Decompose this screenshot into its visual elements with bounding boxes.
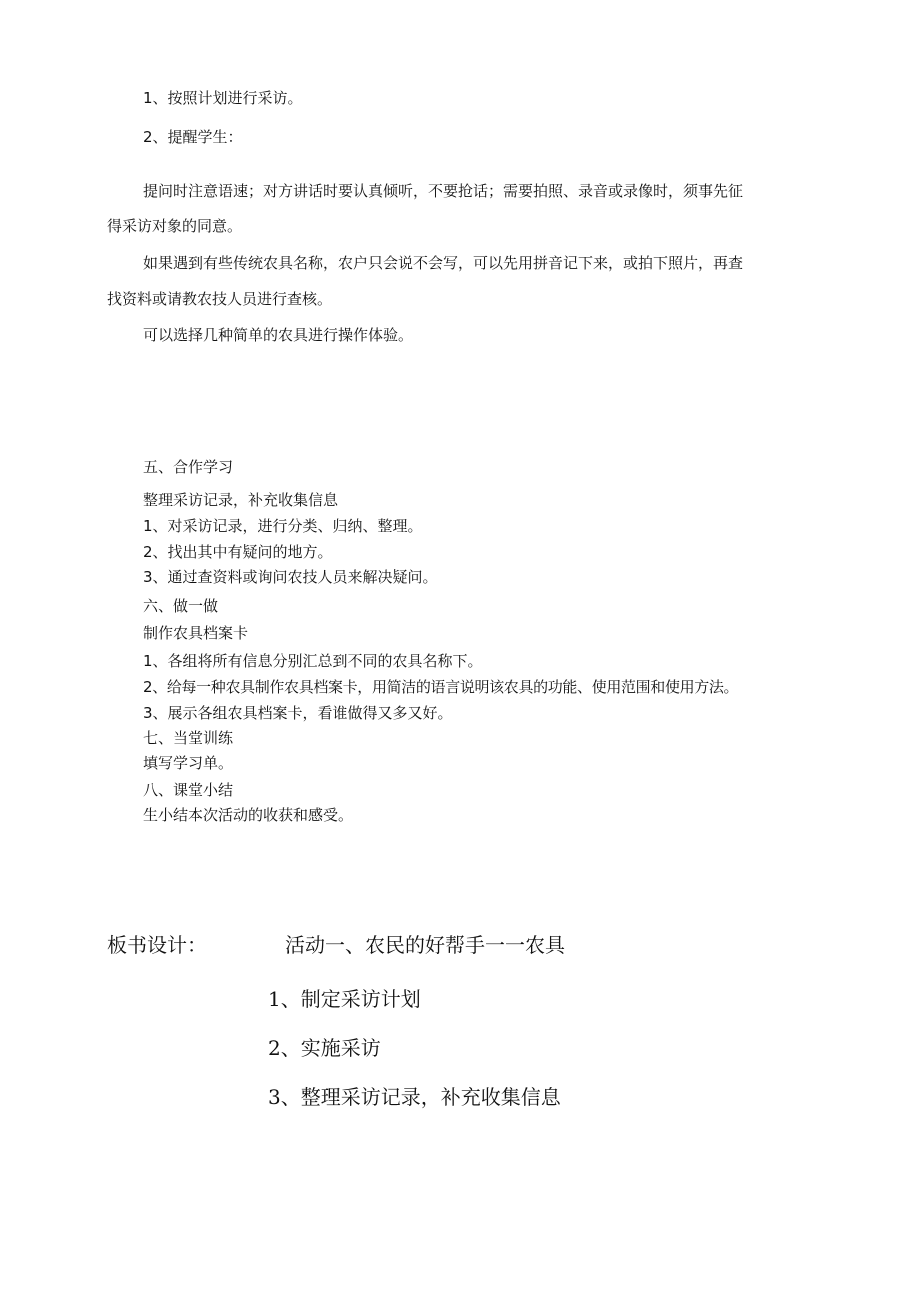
section-5-item: 3、通过查资料或询问农技人员来解决疑问。	[143, 568, 438, 586]
board-item: 3、整理采访记录，补充收集信息	[268, 1085, 561, 1109]
board-item: 1、制定采访计划	[268, 987, 421, 1011]
paragraph-2-line-2: 找资料或请教农技人员进行查核。	[107, 290, 333, 308]
section-7-heading: 七、当堂训练	[143, 729, 234, 747]
section-6-subheading: 制作农具档案卡	[143, 624, 249, 642]
paragraph-1-line-1: 提问时注意语速；对方讲话时要认真倾听，不要抢话；需要拍照、录音或录像时，须事先征	[143, 182, 744, 200]
board-item: 2、实施采访	[268, 1036, 381, 1060]
section-6-item: 3、展示各组农具档案卡，看谁做得又多又好。	[143, 704, 453, 722]
paragraph-2-line-1: 如果遇到有些传统农具名称，农户只会说不会写，可以先用拼音记下来，或拍下照片，再查	[143, 254, 744, 272]
section-6-item: 1、各组将所有信息分别汇总到不同的农具名称下。	[143, 652, 483, 670]
section-8-heading: 八、课堂小结	[143, 781, 234, 799]
paragraph-1-line-2: 得采访对象的同意。	[107, 217, 243, 235]
board-title: 活动一、农民的好帮手一一农具	[285, 933, 565, 957]
section-5-item: 1、对采访记录，进行分类、归纳、整理。	[143, 517, 423, 535]
section-5-item: 2、找出其中有疑问的地方。	[143, 543, 333, 561]
section-5-subheading: 整理采访记录，补充收集信息	[143, 491, 339, 509]
section-5-heading: 五、合作学习	[143, 458, 234, 476]
section-6-item: 2、给每一种农具制作农具档案卡，用简洁的语言说明该农具的功能、使用范围和使用方法。	[143, 678, 739, 696]
board-label: 板书设计：	[107, 933, 207, 957]
step-1: 1、按照计划进行采访。	[143, 89, 303, 107]
section-6-heading: 六、做一做	[143, 597, 219, 615]
step-2: 2、提醒学生：	[143, 128, 243, 146]
section-8-text: 生小结本次活动的收获和感受。	[143, 806, 354, 824]
paragraph-3: 可以选择几种简单的农具进行操作体验。	[143, 326, 414, 344]
section-7-text: 填写学习单。	[143, 754, 234, 772]
